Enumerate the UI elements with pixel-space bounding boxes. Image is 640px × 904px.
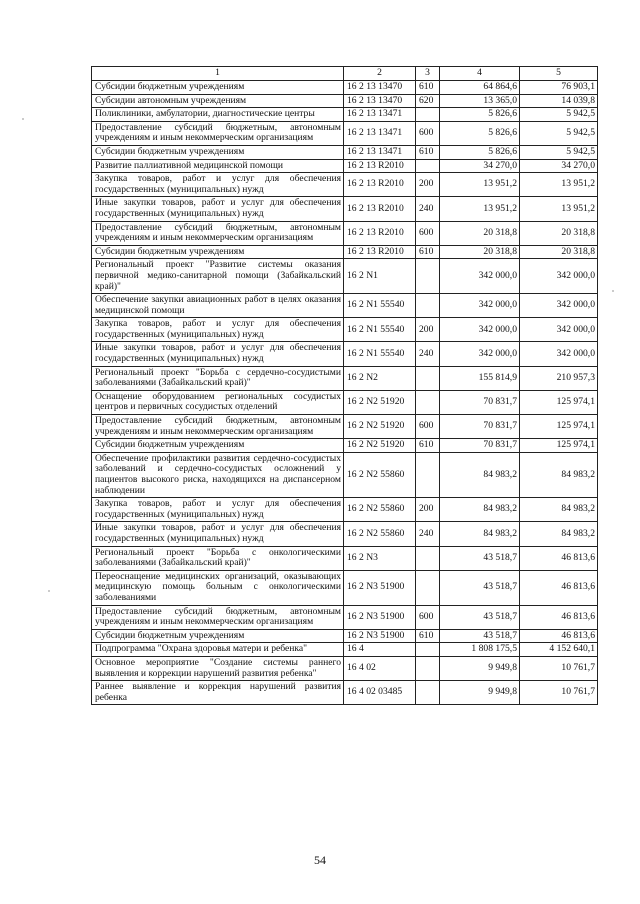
row-name-cell: Закупка товаров, работ и услуг для обеспечения государственных (муниципальных) нужд xyxy=(92,498,344,522)
row-value-year1-cell: 20 318,8 xyxy=(440,221,520,245)
row-code-cell: 16 4 02 03485 xyxy=(344,681,416,705)
row-name-cell: Переоснащение медицинских организаций, оказывающих медицинскую помощь больным с онкологическими заболеваниями xyxy=(92,570,344,605)
budget-table xyxy=(91,66,598,705)
row-expense-type-cell: 610 xyxy=(416,145,440,159)
row-value-year1-cell: 70 831,7 xyxy=(440,415,520,439)
scan-speck xyxy=(48,590,50,592)
scan-speck xyxy=(612,290,614,292)
row-code-cell: 16 2 13 R2010 xyxy=(344,173,416,197)
table-row xyxy=(92,415,598,439)
row-expense-type-cell: 240 xyxy=(416,342,440,366)
row-value-year1-cell: 84 983,2 xyxy=(440,452,520,497)
row-value-year2-cell: 210 957,3 xyxy=(520,366,598,390)
row-name-cell: Обеспечение профилактики развития сердечно-сосудистых заболеваний и сердечно-сосудистых осложнений у пациентов высокого риска, находящихся на диспансерном наблюдении xyxy=(92,452,344,497)
table-row xyxy=(92,318,598,342)
row-value-year1-cell: 9 949,8 xyxy=(440,656,520,680)
row-value-year1-cell: 155 814,9 xyxy=(440,366,520,390)
row-code-cell: 16 4 xyxy=(344,643,416,657)
row-code-cell: 16 2 N2 55860 xyxy=(344,452,416,497)
row-name-cell: Субсидии бюджетным учреждениям xyxy=(92,629,344,643)
table-row xyxy=(92,108,598,122)
row-name-cell: Развитие паллиативной медицинской помощи xyxy=(92,159,344,173)
row-value-year1-cell: 34 270,0 xyxy=(440,159,520,173)
row-name-cell: Иные закупки товаров, работ и услуг для обеспечения государственных (муниципальных) нужд xyxy=(92,522,344,546)
row-code-cell: 16 2 N3 51900 xyxy=(344,629,416,643)
row-name-cell: Региональный проект "Борьба с онкологическими заболеваниями (Забайкальский край)" xyxy=(92,546,344,570)
row-value-year1-cell: 84 983,2 xyxy=(440,498,520,522)
row-value-year2-cell: 10 761,7 xyxy=(520,656,598,680)
row-expense-type-cell xyxy=(416,294,440,318)
table-row xyxy=(92,342,598,366)
row-value-year2-cell: 125 974,1 xyxy=(520,439,598,453)
row-value-year1-cell: 13 951,2 xyxy=(440,173,520,197)
row-code-cell: 16 2 13 13471 xyxy=(344,145,416,159)
row-value-year2-cell: 46 813,6 xyxy=(520,629,598,643)
row-value-year1-cell: 1 808 175,5 xyxy=(440,643,520,657)
scan-speck xyxy=(22,118,24,120)
table-row xyxy=(92,294,598,318)
row-name-cell: Иные закупки товаров, работ и услуг для обеспечения государственных (муниципальных) нужд xyxy=(92,197,344,221)
row-name-cell: Закупка товаров, работ и услуг для обеспечения государственных (муниципальных) нужд xyxy=(92,318,344,342)
table-row xyxy=(92,121,598,145)
row-name-cell: Основное мероприятие "Создание системы раннего выявления и коррекции нарушений развития ребенка" xyxy=(92,656,344,680)
row-code-cell: 16 2 N1 55540 xyxy=(344,294,416,318)
row-code-cell: 16 2 13 R2010 xyxy=(344,221,416,245)
row-value-year1-cell: 43 518,7 xyxy=(440,629,520,643)
row-name-cell: Субсидии бюджетным учреждениям xyxy=(92,245,344,259)
column-header: 3 xyxy=(416,67,440,81)
row-expense-type-cell: 200 xyxy=(416,498,440,522)
row-value-year2-cell: 84 983,2 xyxy=(520,498,598,522)
row-name-cell: Региональный проект "Развитие системы оказания первичной медико-санитарной помощи (Забайкальский край)" xyxy=(92,259,344,294)
table-row xyxy=(92,245,598,259)
row-value-year2-cell: 20 318,8 xyxy=(520,221,598,245)
row-value-year2-cell: 84 983,2 xyxy=(520,452,598,497)
row-value-year2-cell: 46 813,6 xyxy=(520,605,598,629)
row-expense-type-cell: 240 xyxy=(416,522,440,546)
table-row xyxy=(92,522,598,546)
column-header: 4 xyxy=(440,67,520,81)
table-row xyxy=(92,656,598,680)
row-name-cell: Закупка товаров, работ и услуг для обеспечения государственных (муниципальных) нужд xyxy=(92,173,344,197)
table-header-row xyxy=(92,67,598,81)
row-name-cell: Предоставление субсидий бюджетным, автономным учреждениям и иным некоммерческим организациям xyxy=(92,121,344,145)
row-expense-type-cell: 600 xyxy=(416,415,440,439)
row-name-cell: Субсидии бюджетным учреждениям xyxy=(92,145,344,159)
row-value-year1-cell: 70 831,7 xyxy=(440,439,520,453)
table-row xyxy=(92,681,598,705)
row-value-year2-cell: 125 974,1 xyxy=(520,390,598,414)
table-row xyxy=(92,159,598,173)
row-name-cell: Раннее выявление и коррекция нарушений развития ребенка xyxy=(92,681,344,705)
row-expense-type-cell xyxy=(416,546,440,570)
row-value-year2-cell: 5 942,5 xyxy=(520,145,598,159)
row-value-year1-cell: 70 831,7 xyxy=(440,390,520,414)
row-code-cell: 16 2 N2 51920 xyxy=(344,390,416,414)
row-name-cell: Региональный проект "Борьба с сердечно-сосудистыми заболеваниями (Забайкальский край)" xyxy=(92,366,344,390)
row-value-year2-cell: 13 951,2 xyxy=(520,197,598,221)
row-name-cell: Оснащение оборудованием региональных сосудистых центров и первичных сосудистых отделений xyxy=(92,390,344,414)
row-code-cell: 16 2 N2 51920 xyxy=(344,439,416,453)
row-value-year1-cell: 342 000,0 xyxy=(440,342,520,366)
row-expense-type-cell xyxy=(416,108,440,122)
row-value-year2-cell: 13 951,2 xyxy=(520,173,598,197)
row-name-cell: Обеспечение закупки авиационных работ в целях оказания медицинской помощи xyxy=(92,294,344,318)
column-header: 1 xyxy=(92,67,344,81)
row-code-cell: 16 2 N1 55540 xyxy=(344,342,416,366)
row-name-cell: Субсидии автономным учреждениям xyxy=(92,94,344,108)
row-code-cell: 16 2 N3 xyxy=(344,546,416,570)
row-expense-type-cell: 600 xyxy=(416,121,440,145)
table-row xyxy=(92,570,598,605)
table-row xyxy=(92,643,598,657)
table-row xyxy=(92,390,598,414)
table-body xyxy=(92,81,598,705)
row-code-cell: 16 2 N2 51920 xyxy=(344,415,416,439)
row-expense-type-cell: 610 xyxy=(416,439,440,453)
row-expense-type-cell xyxy=(416,643,440,657)
row-value-year2-cell: 20 318,8 xyxy=(520,245,598,259)
row-value-year2-cell: 46 813,6 xyxy=(520,546,598,570)
table-row xyxy=(92,605,598,629)
row-expense-type-cell: 620 xyxy=(416,94,440,108)
row-value-year2-cell: 342 000,0 xyxy=(520,342,598,366)
row-value-year2-cell: 34 270,0 xyxy=(520,159,598,173)
row-code-cell: 16 2 13 R2010 xyxy=(344,197,416,221)
row-name-cell: Поликлиники, амбулатории, диагностические центры xyxy=(92,108,344,122)
row-value-year1-cell: 43 518,7 xyxy=(440,570,520,605)
row-value-year1-cell: 13 365,0 xyxy=(440,94,520,108)
table-row xyxy=(92,197,598,221)
row-value-year2-cell: 84 983,2 xyxy=(520,522,598,546)
row-expense-type-cell: 240 xyxy=(416,197,440,221)
row-value-year2-cell: 4 152 640,1 xyxy=(520,643,598,657)
table-row xyxy=(92,366,598,390)
row-name-cell: Иные закупки товаров, работ и услуг для обеспечения государственных (муниципальных) нужд xyxy=(92,342,344,366)
row-code-cell: 16 2 13 R2010 xyxy=(344,245,416,259)
row-name-cell: Субсидии бюджетным учреждениям xyxy=(92,439,344,453)
row-code-cell: 16 2 N3 51900 xyxy=(344,570,416,605)
row-value-year2-cell: 342 000,0 xyxy=(520,318,598,342)
row-expense-type-cell: 200 xyxy=(416,173,440,197)
page-number: 54 xyxy=(314,853,326,867)
row-value-year2-cell: 46 813,6 xyxy=(520,570,598,605)
row-value-year1-cell: 13 951,2 xyxy=(440,197,520,221)
table-row xyxy=(92,498,598,522)
row-code-cell: 16 2 13 13471 xyxy=(344,108,416,122)
row-value-year1-cell: 9 949,8 xyxy=(440,681,520,705)
row-name-cell: Субсидии бюджетным учреждениям xyxy=(92,81,344,95)
row-code-cell: 16 2 N2 55860 xyxy=(344,498,416,522)
row-name-cell: Предоставление субсидий бюджетным, автономным учреждениям и иным некоммерческим организациям xyxy=(92,605,344,629)
row-code-cell: 16 2 N2 xyxy=(344,366,416,390)
row-value-year1-cell: 84 983,2 xyxy=(440,522,520,546)
table-row xyxy=(92,173,598,197)
row-value-year1-cell: 5 826,6 xyxy=(440,145,520,159)
row-expense-type-cell: 200 xyxy=(416,318,440,342)
row-value-year1-cell: 342 000,0 xyxy=(440,259,520,294)
row-value-year1-cell: 342 000,0 xyxy=(440,294,520,318)
table-row xyxy=(92,259,598,294)
row-value-year1-cell: 64 864,6 xyxy=(440,81,520,95)
row-value-year1-cell: 5 826,6 xyxy=(440,108,520,122)
table-row xyxy=(92,221,598,245)
row-code-cell: 16 4 02 xyxy=(344,656,416,680)
row-code-cell: 16 2 13 13470 xyxy=(344,81,416,95)
row-expense-type-cell xyxy=(416,681,440,705)
row-expense-type-cell: 610 xyxy=(416,245,440,259)
row-value-year2-cell: 5 942,5 xyxy=(520,121,598,145)
table-row xyxy=(92,452,598,497)
row-code-cell: 16 2 N2 55860 xyxy=(344,522,416,546)
row-name-cell: Подпрограмма "Охрана здоровья матери и ребенка" xyxy=(92,643,344,657)
row-code-cell: 16 2 N1 xyxy=(344,259,416,294)
table-row xyxy=(92,546,598,570)
column-header: 5 xyxy=(520,67,598,81)
row-expense-type-cell: 610 xyxy=(416,629,440,643)
row-value-year2-cell: 342 000,0 xyxy=(520,259,598,294)
row-name-cell: Предоставление субсидий бюджетным, автономным учреждениям и иным некоммерческим организациям xyxy=(92,221,344,245)
table-row xyxy=(92,81,598,95)
row-value-year2-cell: 10 761,7 xyxy=(520,681,598,705)
row-value-year2-cell: 76 903,1 xyxy=(520,81,598,95)
row-expense-type-cell xyxy=(416,259,440,294)
row-value-year2-cell: 5 942,5 xyxy=(520,108,598,122)
row-code-cell: 16 2 13 13470 xyxy=(344,94,416,108)
row-value-year1-cell: 43 518,7 xyxy=(440,546,520,570)
row-value-year2-cell: 14 039,8 xyxy=(520,94,598,108)
row-value-year1-cell: 342 000,0 xyxy=(440,318,520,342)
row-name-cell: Предоставление субсидий бюджетным, автономным учреждениям и иным некоммерческим организациям xyxy=(92,415,344,439)
row-expense-type-cell xyxy=(416,656,440,680)
table-row xyxy=(92,145,598,159)
row-expense-type-cell: 610 xyxy=(416,81,440,95)
column-header: 2 xyxy=(344,67,416,81)
row-code-cell: 16 2 N3 51900 xyxy=(344,605,416,629)
row-value-year2-cell: 342 000,0 xyxy=(520,294,598,318)
row-code-cell: 16 2 N1 55540 xyxy=(344,318,416,342)
row-expense-type-cell xyxy=(416,366,440,390)
row-expense-type-cell xyxy=(416,390,440,414)
table-row xyxy=(92,439,598,453)
row-code-cell: 16 2 13 R2010 xyxy=(344,159,416,173)
row-code-cell: 16 2 13 13471 xyxy=(344,121,416,145)
row-expense-type-cell xyxy=(416,570,440,605)
table-row xyxy=(92,94,598,108)
row-value-year1-cell: 5 826,6 xyxy=(440,121,520,145)
row-expense-type-cell: 600 xyxy=(416,605,440,629)
row-value-year1-cell: 43 518,7 xyxy=(440,605,520,629)
table-row xyxy=(92,629,598,643)
row-value-year2-cell: 125 974,1 xyxy=(520,415,598,439)
row-expense-type-cell xyxy=(416,159,440,173)
row-expense-type-cell: 600 xyxy=(416,221,440,245)
row-value-year1-cell: 20 318,8 xyxy=(440,245,520,259)
row-expense-type-cell xyxy=(416,452,440,497)
